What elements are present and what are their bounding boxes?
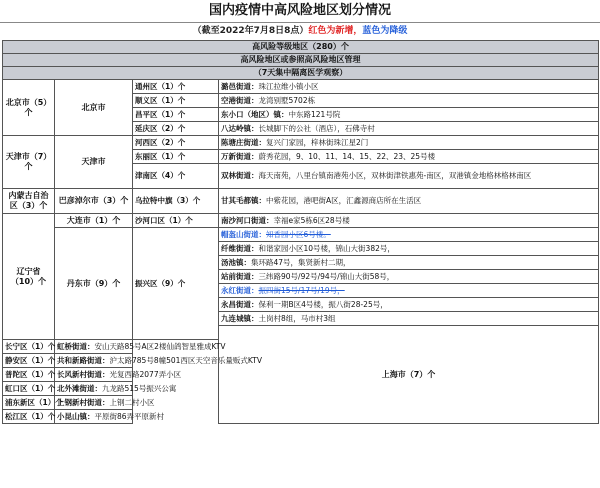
- table-header-line2: 高风险地区或参照高风险地区管理: [3, 54, 599, 67]
- area-cell: 甘其毛都镇：中紫花园，港吧街A区，汇鑫源商店所在生活区: [219, 189, 599, 214]
- province-cell: 北京市（5）个: [3, 80, 55, 136]
- area-cell: 汤池镇：集环路47号，集贤新村二期，: [219, 256, 599, 270]
- district-cell: 东丽区（1）个: [133, 150, 219, 164]
- area-cell: 共和新路街道：沪太路785号8幢501西区天空音乐量贩式KTV: [55, 354, 133, 368]
- district-cell: 延庆区（2）个: [133, 122, 219, 136]
- area-cell: 空港街道：龙湾别墅5702栋: [219, 94, 599, 108]
- district-cell: 沙河口区（1）个: [133, 214, 219, 228]
- page-title: 国内疫情中高风险地区划分情况: [0, 0, 600, 23]
- district-cell: 浦东新区（1）个: [3, 396, 55, 410]
- province-cell: 辽宁省（10）个: [3, 214, 55, 340]
- area-cell: 八达岭镇：长城脚下的公社（酒店），石佛寺村: [219, 122, 599, 136]
- table-row: [3, 189, 599, 214]
- area-cell: 站前街道：三纬路90号/92号/94号/锦山大街58号，: [219, 270, 599, 284]
- city-cell: 大连市（1）个: [55, 214, 133, 228]
- area-cell: 北外滩街道：九龙路515号振兴公寓: [55, 382, 133, 396]
- city-cell: 巴彦淖尔市（3）个: [55, 189, 133, 214]
- district-cell: 虹口区（1）个: [3, 382, 55, 396]
- area-cell: 双林街道：海天南苑，八里台镇南港苑小区，双林街津铁惠苑-南区，双港镇金地格林格林南区: [219, 164, 599, 189]
- area-cell: 九连城镇：土岗村8组，马市村3组: [219, 312, 599, 326]
- area-cell: 虹桥街道：安山天路85号A区2楼仙鸽智星雅成KTV: [55, 340, 133, 354]
- table-row: [3, 214, 599, 228]
- area-cell: 帽盔山街道：知香园小区6号楼。: [219, 228, 599, 242]
- district-cell: 长宁区（1）个: [3, 340, 55, 354]
- province-cell: 天津市（7）个: [3, 136, 55, 189]
- area-cell: 潞邑街道：珠江拉维小镇小区: [219, 80, 599, 94]
- province-cell: 上海市（7）个: [219, 326, 599, 424]
- city-cell: 北京市: [55, 80, 133, 136]
- province-cell: 内蒙古自治区（3）个: [3, 189, 55, 214]
- subtitle-blue-legend: 蓝色为降级: [362, 26, 408, 36]
- area-cell: 小昆山镇：平原街86弄平原新村: [55, 410, 133, 424]
- area-cell: 永昌街道：保利一期B区4号楼，振八街28-25号，: [219, 298, 599, 312]
- district-cell: 津南区（4）个: [133, 164, 219, 189]
- district-cell: 通州区（1）个: [133, 80, 219, 94]
- table-row: [3, 80, 599, 94]
- area-cell: 上钢新村街道：上钢二村小区: [55, 396, 133, 410]
- subtitle-date: （截至2022年7月8日8点）: [192, 26, 309, 36]
- table-header-line1: 高风险等级地区（280）个: [3, 41, 599, 54]
- district-cell: 昌平区（1）个: [133, 108, 219, 122]
- page-subtitle: [0, 23, 600, 40]
- table-row: [3, 228, 599, 242]
- area-cell: 纤维街道：和谐家园小区10号楼，锦山大街382号，: [219, 242, 599, 256]
- risk-area-table: [2, 40, 599, 424]
- subtitle-red-legend: 红色为新增，: [308, 26, 363, 36]
- city-cell: 天津市: [55, 136, 133, 189]
- area-cell: 永红街道：振四街15号/17号/19号，: [219, 284, 599, 298]
- area-cell: 万新街道：蔚秀花园，9、10、11、14、15、22、23、25号楼: [219, 150, 599, 164]
- district-cell: 普陀区（1）个: [3, 368, 55, 382]
- area-cell: 长风新村街道：光复西路2077弄小区: [55, 368, 133, 382]
- table-header-line3: （7天集中隔离医学观察）: [3, 67, 599, 80]
- table-row: [3, 136, 599, 150]
- district-cell: 振兴区（9）个: [133, 228, 219, 340]
- area-cell: 南沙河口街道：幸福e家5栋6区28号楼: [219, 214, 599, 228]
- district-cell: 静安区（1）个: [3, 354, 55, 368]
- city-cell: 丹东市（9）个: [55, 228, 133, 340]
- district-cell: 松江区（1）个: [3, 410, 55, 424]
- area-cell: 东小口（地区）镇：中东路121号院: [219, 108, 599, 122]
- district-cell: 顺义区（1）个: [133, 94, 219, 108]
- area-cell: 陈塘庄街道：复兴门家园，梓林街珠江星2门: [219, 136, 599, 150]
- district-cell: 乌拉特中旗（3）个: [133, 189, 219, 214]
- district-cell: 河西区（2）个: [133, 136, 219, 150]
